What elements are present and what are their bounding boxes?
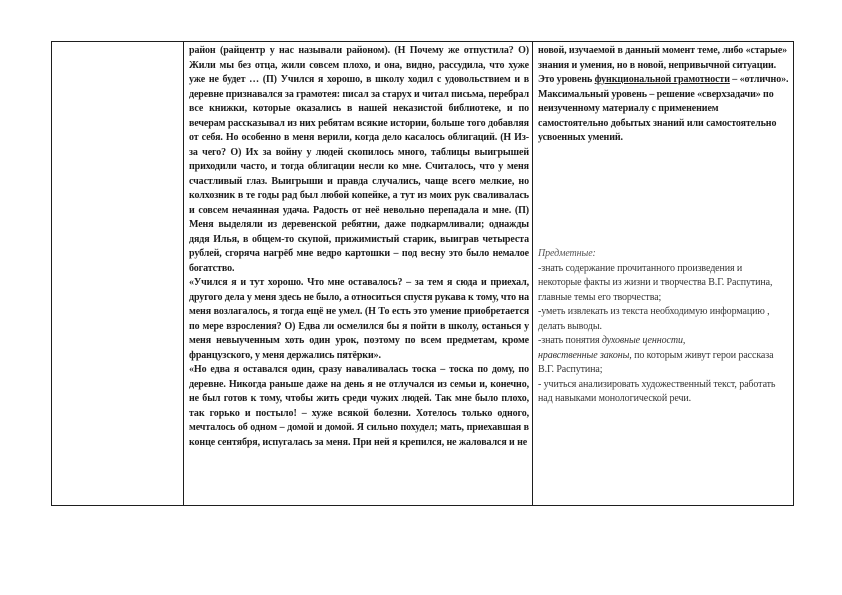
concept-moral-laws: нравственные законы,: [538, 349, 632, 361]
column-divider: [532, 42, 533, 505]
outcomes-column: [534, 44, 792, 504]
levels-text-start: новой, изучаемой в данный момент теме, либо «старые» знания и умения, но в новой, непривычной ситуации. Это уровень: [538, 45, 788, 85]
subject-item: [538, 334, 788, 378]
subject-item-end: по которым живут герои рассказа В.Г. Распутина;: [538, 349, 774, 375]
text-excerpt-column: [185, 44, 532, 450]
excerpt-paragraph: «Но едва я оставался один, сразу наваливалась тоска – тоска по дому, по деревне. Никогда раньше даже на день я не отлучался из семьи и, конечно, не был готов к тому, чтобы жить среди чужих людей. Так мне было плохо, так горько и постыло! – хуже всякой болезни. Хотелось только одного, мечталось об одном – домой и домой. Я сильно похудел; мать, приехавшая в конце сентября, испугалась за меня. При ней я крепился, не жаловался и не: [189, 364, 529, 448]
functional-literacy-term: функциональной грамотности: [594, 74, 730, 85]
excerpt-paragraph: «Учился я и тут хорошо. Что мне оставалось? – за тем я сюда и приехал, другого дела у меня здесь не было, а относиться спустя рукава к тому, что на меня возлагалось, я тогда ещё не умел. (Н То есть это умение приобретается по мере взросления? О) Едва ли осмелился бы я пойти в школу, останься у меня невыученным хоть один урок, поэтому по всем предметам, кроме французского, у меня держались пятёрки».: [189, 277, 529, 361]
excerpt-paragraph: район (райцентр у нас называли районом). (Н Почему же отпустила? О) Жили мы без отца, жили совсем плохо, и она, видно, рассудила, что хуже уже не будет … (П) Учился я хорошо, в школу ходил с удовольствием и в деревне признавался за грамотея: писал за старух и читал письма, перебрал все книжки, которые оказались в нашей неказистой библиотеке, и по вечерам рассказывал из них ребятам всякие истории, больше того добавляя от себя. Но особенно в меня верили, когда дело касалось облигаций. (Н Из-за чего? О) Их за войну у людей скопилось много, таблицы выигрышей приходили часто, и тогда облигации несли ко мне. Считалось, что у меня счастливый глаз. Выигрыши и правда случались, чаще всего мелкие, но колхозник в те годы рад был любой копейке, а тут из моих рук сваливалась и совсем нечаянная удача. Радость от неё невольно перепадала и мне. (П) Меня выделяли из деревенской ребятни, даже подкармливали; однажды дядя Илья, в общем-то скупой, прижимистый старик, выиграв четыреста рублей, сгоряча нагрёб мне ведро картошки – под весну это было немалое богатство.: [189, 45, 529, 274]
column-divider: [183, 42, 184, 505]
subject-item: -знать содержание прочитанного произведения и некоторые факты из жизни и творчества В.Г. Распутина, главные темы его творчества;: [538, 262, 773, 303]
subject-item: - учиться анализировать художественный текст, работать над навыками монологической речи.: [538, 378, 776, 404]
subject-results-heading: Предметные:: [538, 248, 596, 259]
subject-item: -уметь извлекать из текста необходимую информацию , делать выводы.: [538, 306, 770, 332]
lesson-table: [51, 41, 794, 506]
competence-levels-text: [538, 44, 789, 146]
concept-spiritual-values: духовные ценности,: [601, 335, 686, 346]
subject-results: [538, 247, 788, 407]
subject-item-start: -знать понятия: [538, 335, 602, 346]
levels-text-end: – «отлично». Максимальный уровень – решение «сверхзадачи» по неизученному материалу с применением самостоятельно добытых знаний или самостоятельно усвоенных умений.: [538, 74, 789, 143]
